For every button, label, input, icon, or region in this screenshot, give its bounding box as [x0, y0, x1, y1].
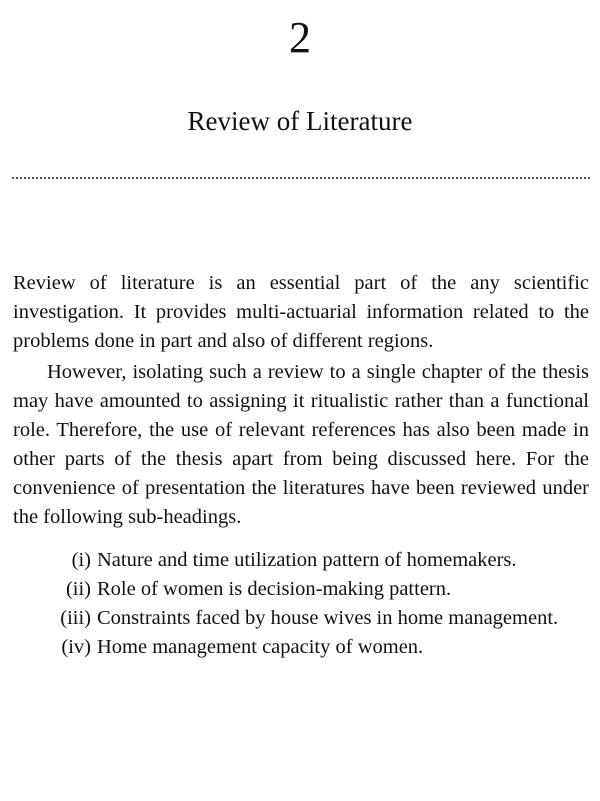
- paragraph-scope: However, isolating such a review to a single chapter of the thesis may have amounted to assigning it ritualistic rather than a functional role. Therefore, the use of relevant references has also been made in other parts of the thesis apart from being discussed here. For the convenience of presentation the literatures have been reviewed under the following sub-headings.: [13, 361, 589, 528]
- list-item: [13, 575, 589, 604]
- chapter-body: [13, 269, 589, 662]
- list-item-number: (iii): [60, 607, 91, 629]
- list-item-text: Home management capacity of women.: [97, 636, 424, 658]
- chapter-number: 2: [289, 13, 311, 62]
- title-divider: [12, 177, 590, 179]
- list-item: [13, 633, 589, 662]
- list-item-text: Role of women is decision-making pattern.: [97, 578, 452, 600]
- list-item-number: (i): [71, 549, 91, 571]
- paragraph-intro: Review of literature is an essential part of the any scientific investigation. It provides multi-actuarial information related to the problems done in part and also of different regions.: [13, 272, 589, 352]
- list-item: [13, 546, 589, 575]
- subheadings-list: [13, 546, 589, 662]
- list-item: [13, 604, 589, 633]
- list-item-number: (iv): [61, 636, 91, 658]
- chapter-title: Review of Literature: [187, 106, 413, 136]
- list-item-number: (ii): [65, 578, 91, 600]
- list-item-text: Constraints faced by house wives in home management.: [97, 607, 559, 629]
- list-item-text: Nature and time utilization pattern of homemakers.: [97, 549, 517, 571]
